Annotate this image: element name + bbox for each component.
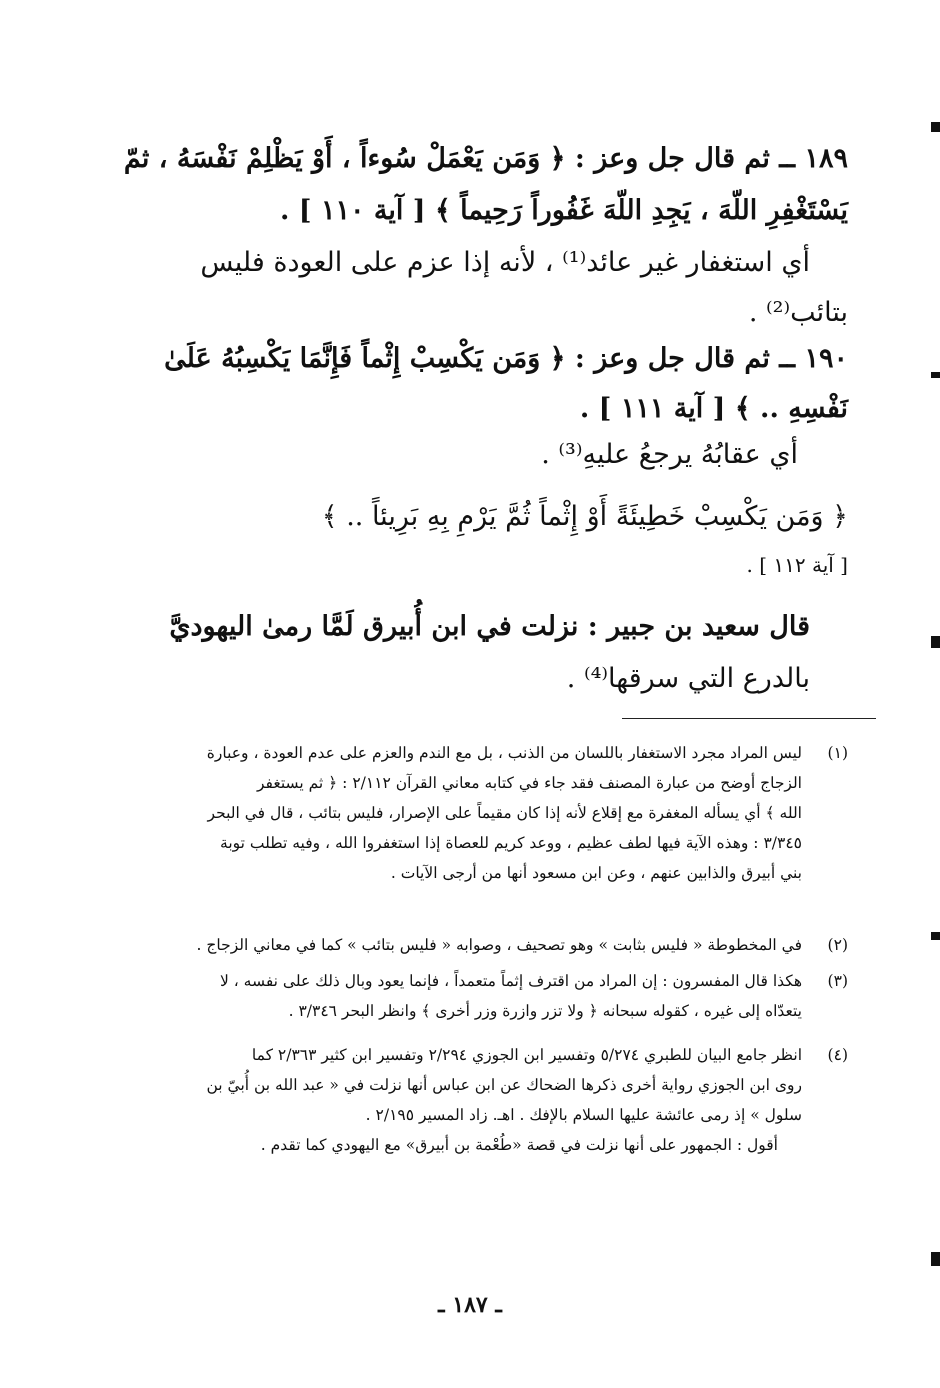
scan-edge-mark [931,932,940,940]
entry-189-line-2: يَسْتَغْفِرِ اللّهَ ، يَجِدِ اللّهَ غَفُوراً رَحِيماً ﴾ [ آية ١١٠ ] . [279,195,848,226]
saeed-line-1: قال سعيد بن جبير : نزلت في ابن أُبيرق لَمَّا رمىٰ اليهوديَّ [169,611,810,642]
saeed-line-2: بالدرع التي سرقها⁽⁴⁾ . [566,663,810,694]
footnote-3 [108,966,848,1026]
entry-190-line-1: ١٩٠ ــ ثم قال جل وعز : ﴿ وَمَن يَكْسِبْ إِثْماً فَإِنَّمَا يَكْسِبُهُ عَلَىٰ [164,343,848,374]
entry-189-line-1: ١٨٩ ــ ثم قال جل وعز : ﴿ وَمَن يَعْمَلْ سُوءاً ، أَوْ يَظْلِمْ نَفْسَهُ ، ثمّ [123,143,848,174]
page-number: ـ ١٨٧ ـ [438,1292,502,1318]
scan-edge-mark [931,636,940,648]
footnote-line: بني أبيرق والذابين عنهم ، وعن ابن مسعود أنها من أرجى الآيات . [390,864,802,882]
footnote-line: أقول : الجمهور على أنها نزلت في قصة «طُعْمة بن أبيرق» مع اليهودي كما تقدم . [260,1136,778,1154]
footnote-line: يتعدّاه إلى غيره ، كقوله سبحانه ﴿ ولا تزر وازرة وزر أخرى ﴾ وانظر البحر ٣/٣٤٦ . [288,1002,802,1020]
footnote-line: ليس المراد مجرد الاستغفار باللسان من الذنب ، بل مع الندم والعزم على عدم العودة ، وعبارة [206,744,802,762]
scan-edge-mark [931,372,940,378]
footnote-line: الله ﴾ أي يسأله المغفرة مع إقلاع لأنه إذا كان مقيماً على الإصرار، فليس بتائب ، قال في البحر [207,804,802,822]
verse-112-line-1: ﴿ وَمَن يَكْسِبْ خَطِيئَةً أَوْ إِثْماً ثُمَّ يَرْمِ بِهِ بَرِيئاً .. ﴾ [321,501,848,532]
footnote-line: سلول » إذ رمى عائشة عليها السلام بالإفك . اهـ. زاد المسير ٢/١٩٥ . [365,1106,802,1124]
footnote-line: الزجاج أوضح من عبارة المصنف فقد جاء في كتابه معاني القرآن ٢/١١٢ : ﴿ ثم يستغفر [257,774,802,792]
footnote-number: (٤) [827,1046,848,1064]
entry-189-comment-2: بتائب⁽²⁾ . [748,297,848,328]
footnote-line: روى ابن الجوزي رواية أخرى ذكرها الضحاك عن ابن عباس أنها نزلت في « عبد الله بن أُبيّ بن [206,1076,802,1094]
footnote-line: انظر جامع البيان للطبري ٥/٢٧٤ وتفسير ابن الجوزي ٢/٢٩٤ وتفسير ابن كثير ٢/٣٦٣ كما [251,1046,802,1064]
footnote-line: هكذا قال المفسرون : إن المراد من اقترف إثماً متعمداً ، فإنما يعود وبال ذلك على نفسه ، لا [219,972,802,990]
scan-edge-mark [931,122,940,132]
entry-190-line-2: نَفْسِهِ .. ﴾ [ آية ١١١ ] . [579,393,848,424]
scan-edge-mark [931,1252,940,1266]
footnote-2 [108,930,848,960]
footnote-line: في المخطوطة « فليس بثابت » وهو تصحيف ، وصوابه « فليس بتائب » كما في معاني الزجاج . [196,936,802,954]
entry-190-comment: أي عقابُهُ يرجعُ عليهِ⁽³⁾ . [541,439,798,470]
footnote-4 [108,1040,848,1160]
footnote-number: (٢) [827,936,848,954]
entry-189-comment-1: أي استغفار غير عائد⁽¹⁾ ، لأنه إذا عزم على العودة فليس [200,247,810,278]
verse-112-line-2: [ آية ١١٢ ] . [746,553,848,577]
footnote-separator [622,718,876,719]
footnote-line: ٣/٣٤٥ : وهذه الآية فيها لطف عظيم ، ووعد كريم للعصاة إذا استغفروا الله ، وفيه تطلب توبة [220,834,802,852]
footnote-number: (١) [827,744,848,762]
footnote-1 [108,738,848,888]
footnote-number: (٣) [827,972,848,990]
